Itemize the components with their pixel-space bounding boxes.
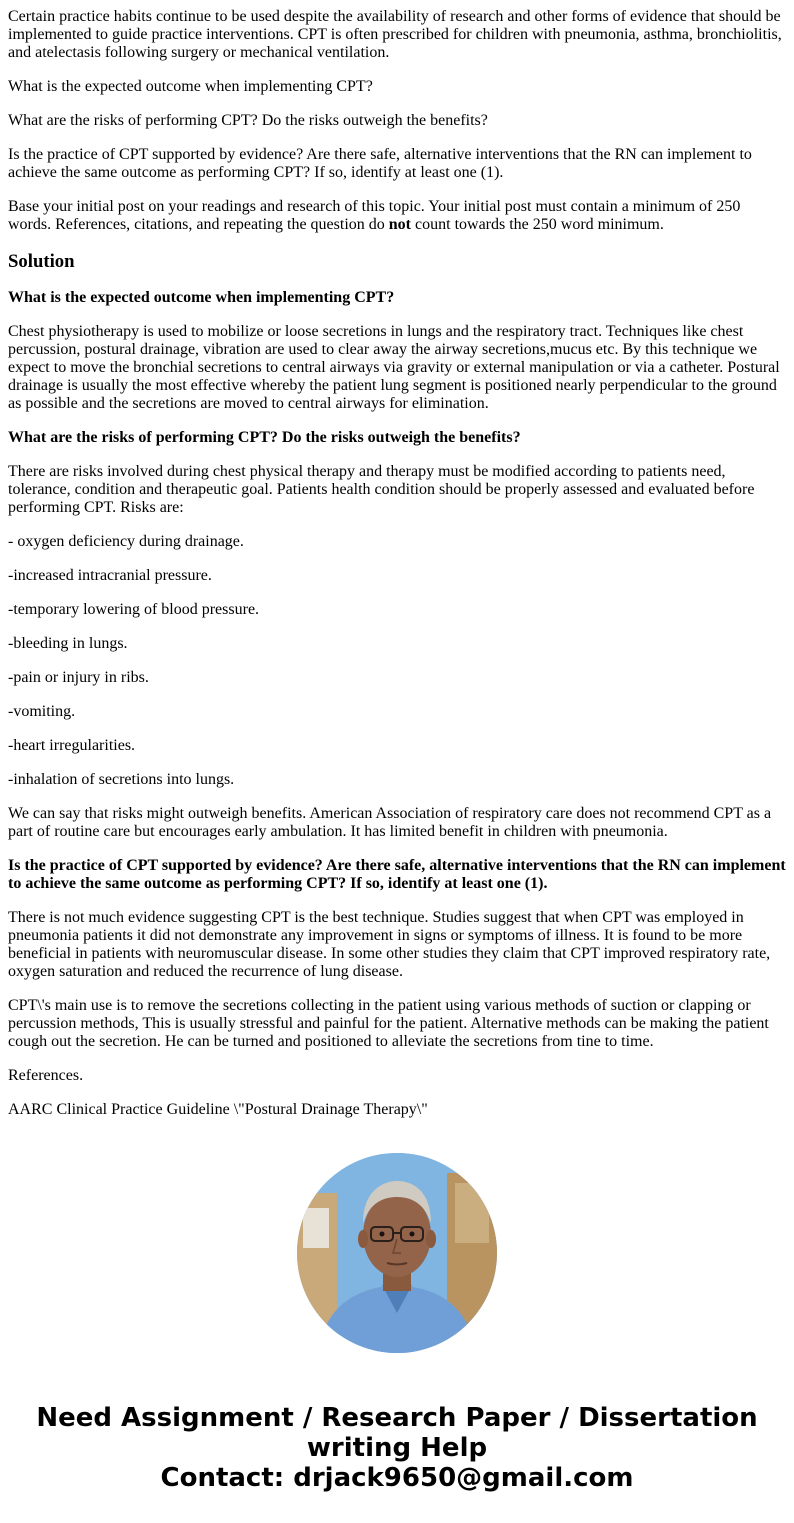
banner-line-2: writing Help xyxy=(306,1433,488,1463)
question-1: What is the expected outcome when implementing CPT? xyxy=(8,78,373,95)
avatar-photo xyxy=(297,1153,497,1353)
solution-q2-heading: What are the risks of performing CPT? Do the risks outweigh the benefits? xyxy=(8,429,521,446)
reference-item: AARC Clinical Practice Guideline \"Postural Drainage Therapy\" xyxy=(8,1101,428,1118)
question-3: Is the practice of CPT supported by evidence? Are there safe, alternative interventions that the RN can implement to achieve the same outcome as performing CPT? If so, identify at least one (1). xyxy=(8,146,752,181)
instructions-text-before: Base your initial post on your readings and research of this topic. Your initial post must contain a minimum of 250 words. References, citations, and repeating the question do xyxy=(8,198,741,233)
solution-q3-heading: Is the practice of CPT supported by evidence? Are there safe, alternative interventions that the RN can implement to achieve the same outcome as performing CPT? If so, identify at least one (1). xyxy=(8,857,786,892)
solution-section xyxy=(8,250,786,1119)
author-avatar xyxy=(297,1153,497,1353)
solution-q3-answer-1: There is not much evidence suggesting CPT is the best technique. Studies suggest that when CPT was employed in pneumonia patients it did not demonstrate any improvement in signs or symptoms of illness. It is found to be more beneficial in patients with neuromuscular disease. In some other studies they claim that CPT improved respiratory rate, oxygen saturation and reduced the recurrence of lung disease. xyxy=(8,909,771,980)
solution-q1-answer: Chest physiotherapy is used to mobilize or loose secretions in lungs and the respiratory tract. Techniques like chest percussion, postural drainage, vibration are used to clear away the airway secretions,mucus etc. By this technique we expect to move the bronchial secretions to central airways via gravity or external manipulation or via a catheter. Postural drainage is usually the most effective whereby the patient lung segment is positioned nearly perpendicular to the ground as possible and the secretions are moved to central airways for elimination. xyxy=(8,323,780,412)
risk-item: -pain or injury in ribs. xyxy=(8,669,149,686)
solution-q1-heading: What is the expected outcome when implementing CPT? xyxy=(8,289,395,306)
question-2: What are the risks of performing CPT? Do the risks outweigh the benefits? xyxy=(8,112,488,129)
risk-item: -heart irregularities. xyxy=(8,737,136,754)
references-label: References. xyxy=(8,1067,84,1084)
solution-q2-intro: There are risks involved during chest physical therapy and therapy must be modified according to patients need, tolerance, condition and therapeutic goal. Patients health condition should be properly assessed and evaluated before performing CPT. Risks are: xyxy=(8,463,755,516)
banner-contact-email[interactable]: Contact: drjack9650@gmail.com xyxy=(160,1463,634,1493)
risk-item: -bleeding in lungs. xyxy=(8,635,128,652)
instructions-text-after: count towards the 250 word minimum. xyxy=(411,216,664,233)
question-intro: Certain practice habits continue to be used despite the availability of research and other forms of evidence that should be implemented to guide practice interventions. CPT is often prescribed for children with pneumonia, asthma, bronchiolitis, and atelectasis following surgery or mechanical ventilation. xyxy=(8,8,782,61)
solution-q2-conclusion: We can say that risks might outweigh benefits. American Association of respiratory care does not recommend CPT as a part of routine care but encourages early ambulation. It has limited benefit in children with pneumonia. xyxy=(8,805,772,840)
instructions-bold-not: not xyxy=(388,216,412,233)
contact-banner xyxy=(0,1403,794,1493)
risk-item: -increased intracranial pressure. xyxy=(8,567,212,584)
solution-heading: Solution xyxy=(8,251,75,272)
question-instructions xyxy=(8,198,786,234)
risk-item: -inhalation of secretions into lungs. xyxy=(8,771,235,788)
solution-q3-answer-2: CPT\'s main use is to remove the secretions collecting in the patient using various methods of suction or clapping or percussion methods, This is usually stressful and painful for the patient. Alternative methods can be making the patient cough out the secretion. He can be turned and positioned to alleviate the secretions from tine to time. xyxy=(8,997,769,1050)
question-section xyxy=(8,8,786,234)
risk-item: - oxygen deficiency during drainage. xyxy=(8,533,244,550)
risk-item: -vomiting. xyxy=(8,703,76,720)
person-portrait-icon xyxy=(297,1153,497,1353)
risk-item: -temporary lowering of blood pressure. xyxy=(8,601,260,618)
banner-line-1: Need Assignment / Research Paper / Dissertation xyxy=(36,1403,758,1433)
